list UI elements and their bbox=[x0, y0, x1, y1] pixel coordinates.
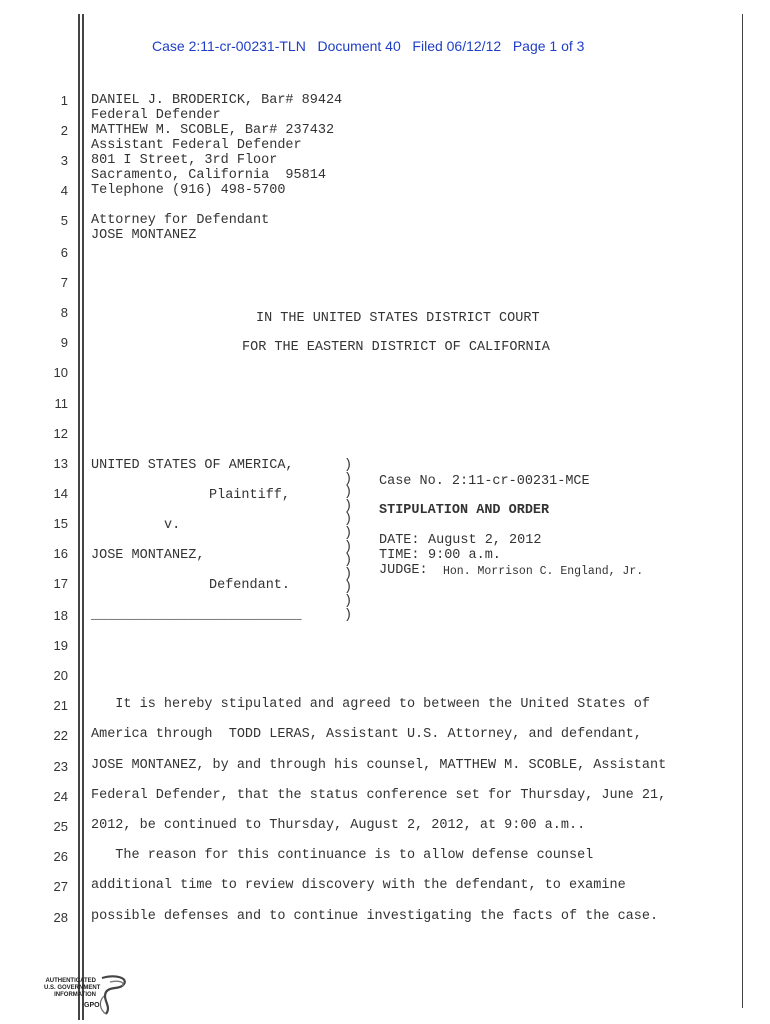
caption-paren: ) bbox=[344, 458, 353, 473]
line-number: 28 bbox=[53, 910, 68, 925]
gpo-authentication-seal bbox=[40, 972, 140, 1018]
line-number: 17 bbox=[53, 576, 68, 591]
line-number: 21 bbox=[53, 698, 68, 713]
seal-gpo: GPO bbox=[84, 1002, 100, 1009]
left-margin-rule-1 bbox=[78, 14, 80, 1020]
judge-value: Hon. Morrison C. England, Jr. bbox=[443, 565, 644, 578]
caption-paren: ) bbox=[344, 498, 353, 514]
attorney-line-4: Assistant Federal Defender bbox=[91, 138, 302, 153]
line-number: 3 bbox=[60, 153, 68, 168]
line-number: 6 bbox=[60, 245, 68, 260]
time-label: TIME: bbox=[379, 548, 420, 563]
left-margin-rule-2 bbox=[82, 14, 84, 1020]
line-number: 22 bbox=[53, 728, 68, 743]
line-number: 24 bbox=[53, 789, 68, 804]
caption-paren: ) bbox=[344, 580, 353, 596]
caption-paren: ) bbox=[344, 539, 353, 555]
line-number: 1 bbox=[60, 93, 68, 108]
document-title: STIPULATION AND ORDER bbox=[379, 503, 550, 518]
body-line-1: It is hereby stipulated and agreed to between the United States of bbox=[91, 697, 650, 712]
body-line-4: Federal Defender, that the status conference set for Thursday, June 21, bbox=[91, 788, 667, 803]
attorney-role-1: Attorney for Defendant bbox=[91, 213, 270, 228]
attorney-line-6: Sacramento, California 95814 bbox=[91, 168, 326, 183]
line-number: 14 bbox=[53, 486, 68, 501]
right-margin-rule bbox=[742, 14, 743, 1008]
body-line-8: possible defenses and to continue investigating the facts of the case. bbox=[91, 909, 659, 924]
caption-paren: ) bbox=[344, 566, 353, 582]
line-number: 5 bbox=[60, 213, 68, 228]
versus: v. bbox=[164, 518, 181, 533]
attorney-role-2: JOSE MONTANEZ bbox=[91, 228, 197, 243]
date-label: DATE: bbox=[379, 533, 420, 548]
caption-paren: ) bbox=[344, 594, 353, 609]
line-number: 16 bbox=[53, 546, 68, 561]
attorney-line-5: 801 I Street, 3rd Floor bbox=[91, 153, 278, 168]
body-line-2: America through TODD LERAS, Assistant U.S. Attorney, and defendant, bbox=[91, 727, 642, 742]
attorney-line-3: MATTHEW M. SCOBLE, Bar# 237432 bbox=[91, 123, 335, 138]
caption-paren: ) bbox=[344, 607, 353, 623]
body-line-6: The reason for this continuance is to allow defense counsel bbox=[91, 848, 594, 863]
line-number: 18 bbox=[53, 608, 68, 623]
case-number: Case No. 2:11-cr-00231-MCE bbox=[379, 474, 590, 489]
line-number: 7 bbox=[60, 275, 68, 290]
filing-header: Case 2:11-cr-00231-TLN Document 40 Filed 06/12/12 Page 1 of 3 bbox=[152, 38, 585, 54]
line-number: 4 bbox=[60, 183, 68, 198]
plaintiff-name: UNITED STATES OF AMERICA, bbox=[91, 458, 294, 473]
time-value: 9:00 a.m. bbox=[428, 548, 501, 563]
line-number: 10 bbox=[53, 365, 68, 380]
date-value: August 2, 2012 bbox=[428, 533, 542, 548]
line-number: 8 bbox=[60, 305, 68, 320]
line-number: 2 bbox=[60, 123, 68, 138]
plaintiff-role: Plaintiff, bbox=[209, 488, 291, 503]
line-number: 12 bbox=[53, 426, 68, 441]
body-line-5: 2012, be continued to Thursday, August 2, 2012, at 9:00 a.m.. bbox=[91, 818, 586, 833]
attorney-line-7: Telephone (916) 498-5700 bbox=[91, 183, 286, 198]
caption-underline: __________________________ bbox=[91, 608, 302, 623]
line-number: 25 bbox=[53, 819, 68, 834]
caption-paren: ) bbox=[344, 526, 353, 541]
caption-paren: ) bbox=[344, 553, 353, 569]
line-number: 23 bbox=[53, 759, 68, 774]
caption-paren: ) bbox=[344, 471, 353, 487]
seal-text: AUTHENTICATED U.S. GOVERNMENT INFORMATION bbox=[44, 978, 101, 998]
line-number: 13 bbox=[53, 456, 68, 471]
attorney-line-2: Federal Defender bbox=[91, 108, 221, 123]
body-line-3: JOSE MONTANEZ, by and through his counsel, MATTHEW M. SCOBLE, Assistant bbox=[91, 758, 667, 773]
line-number: 26 bbox=[53, 849, 68, 864]
defendant-name: JOSE MONTANEZ, bbox=[91, 548, 205, 563]
line-number: 20 bbox=[53, 668, 68, 683]
caption-paren: ) bbox=[344, 485, 353, 501]
line-number: 15 bbox=[53, 516, 68, 531]
line-number: 9 bbox=[60, 335, 68, 350]
line-number: 19 bbox=[53, 638, 68, 653]
body-line-7: additional time to review discovery with the defendant, to examine bbox=[91, 878, 626, 893]
court-title-line-2: FOR THE EASTERN DISTRICT OF CALIFORNIA bbox=[242, 340, 550, 355]
attorney-line-1: DANIEL J. BRODERICK, Bar# 89424 bbox=[91, 93, 343, 108]
line-number: 11 bbox=[54, 396, 68, 411]
judge-label: JUDGE: bbox=[379, 563, 428, 578]
court-title-line-1: IN THE UNITED STATES DISTRICT COURT bbox=[256, 311, 540, 326]
caption-paren: ) bbox=[344, 512, 353, 528]
defendant-role: Defendant. bbox=[209, 578, 291, 593]
line-number: 27 bbox=[53, 879, 68, 894]
